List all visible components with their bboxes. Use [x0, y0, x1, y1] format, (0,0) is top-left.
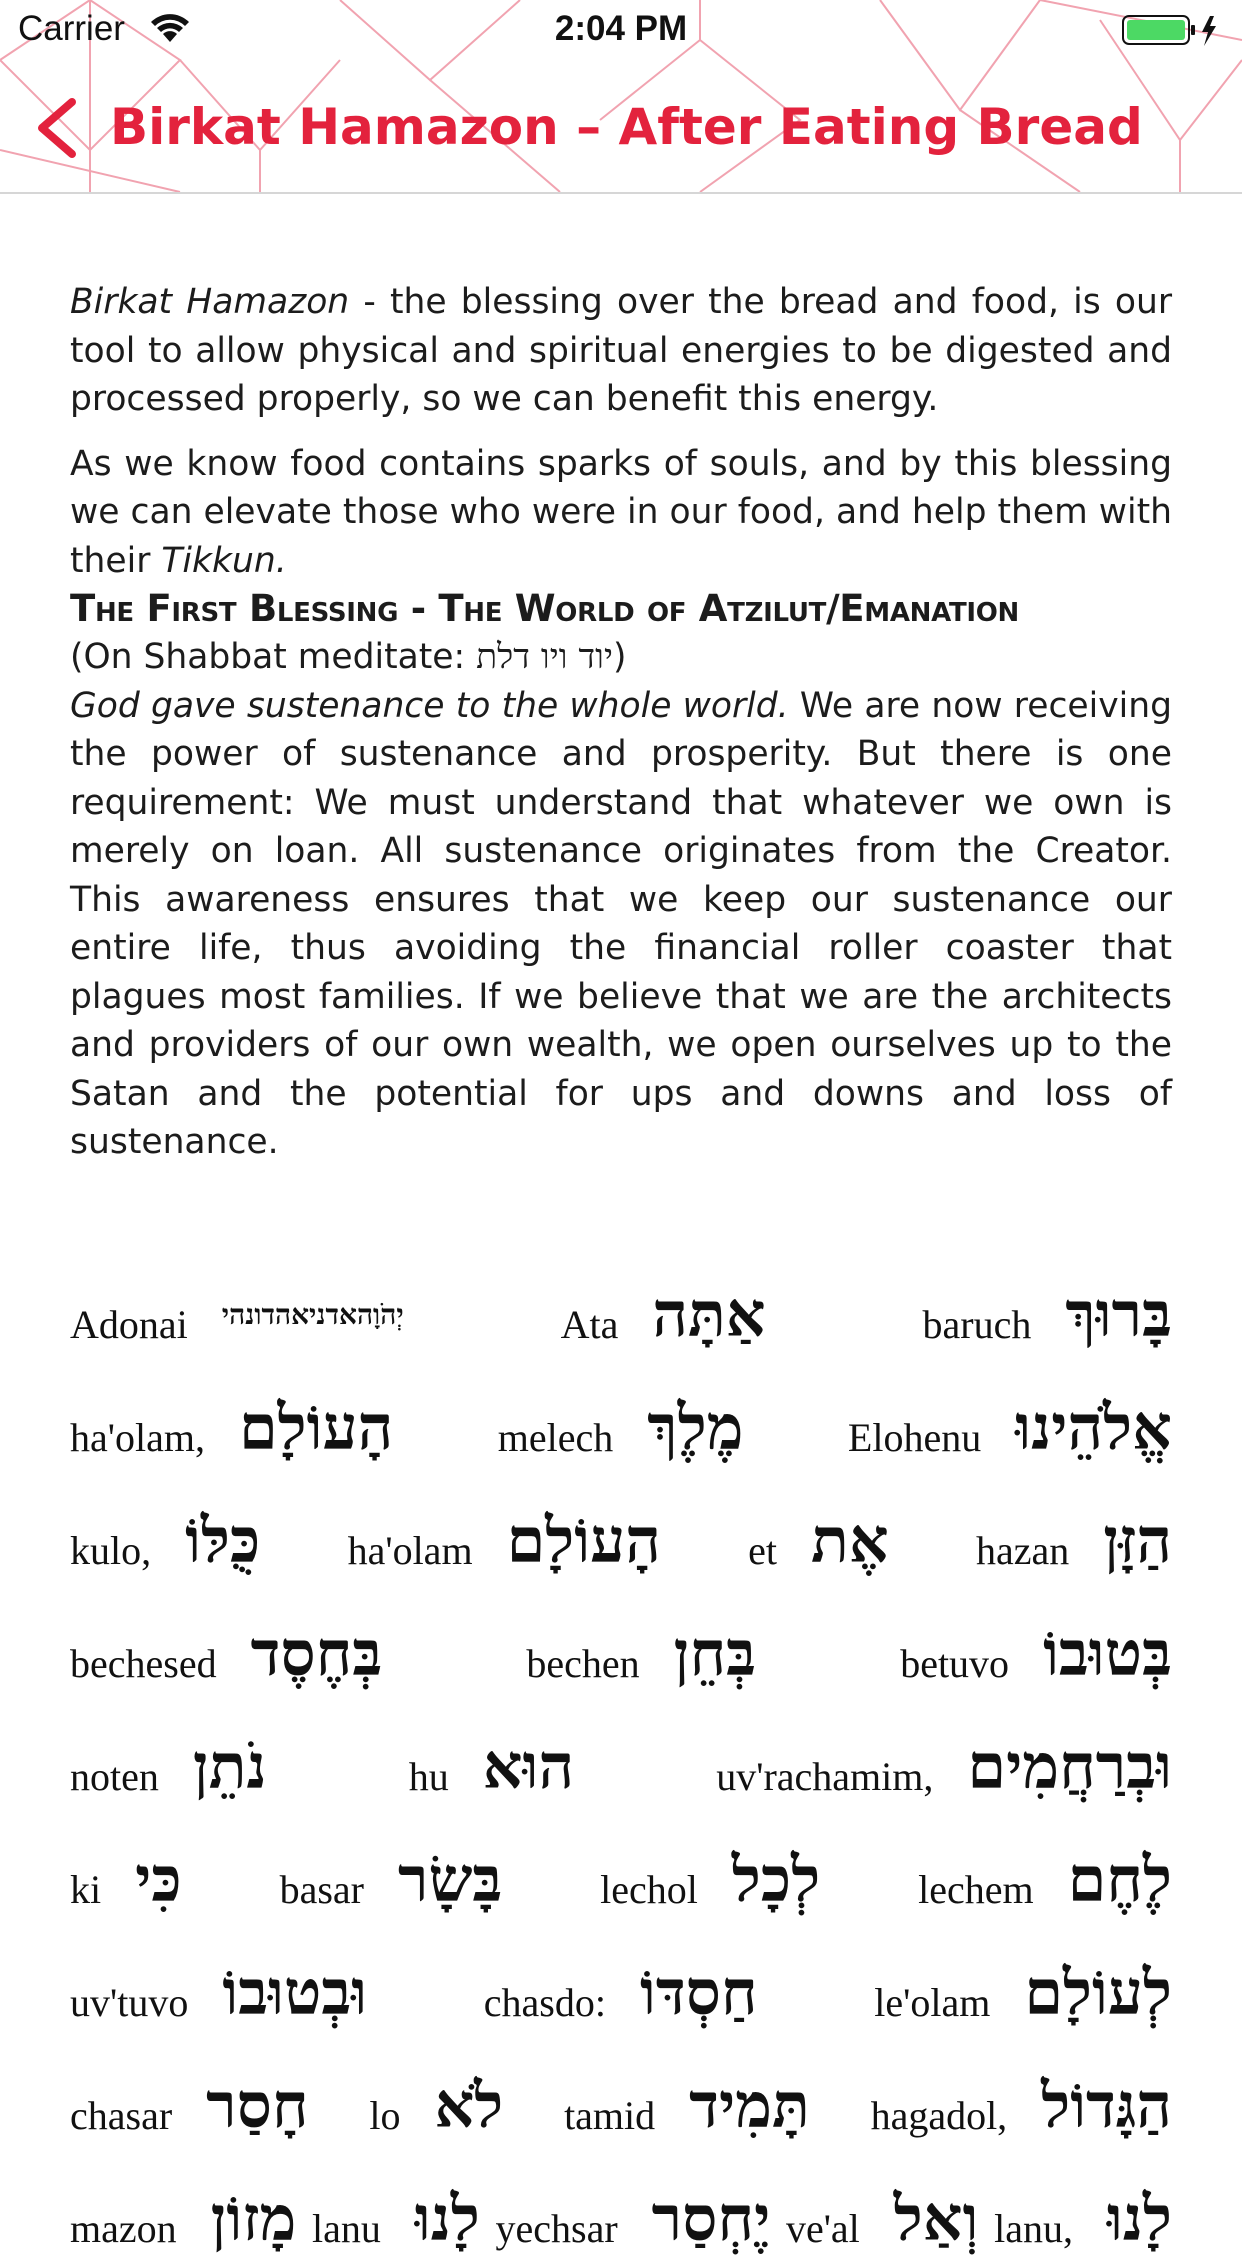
carrier-label: Carrier	[18, 9, 125, 48]
prayer-line	[70, 2144, 1172, 2257]
prayer-line	[70, 1466, 1172, 1579]
hebrew-word: נֹתֵן	[192, 1730, 267, 1803]
shabbat-meditation	[70, 633, 1172, 682]
transliteration: chasar	[70, 2093, 173, 2138]
prayer-line	[70, 1805, 1172, 1918]
prayer-line	[70, 1579, 1172, 1692]
hebrew-word: הָעוֹלָם	[238, 1391, 394, 1464]
transliteration: lanu	[311, 2206, 381, 2251]
transliteration: Adonai	[70, 1302, 188, 1347]
hebrew-word: אַתָּה	[652, 1278, 766, 1351]
prayer-word	[564, 2068, 810, 2144]
prayer-word	[918, 1842, 1172, 1918]
prayer-word	[848, 1390, 1172, 1466]
prayer-word	[348, 1503, 661, 1579]
hebrew-word: הַגָּדוֹל	[1041, 2069, 1172, 2142]
transliteration: basar	[279, 1867, 365, 1912]
prayer-word	[526, 1616, 756, 1692]
prayer-word	[280, 1842, 503, 1918]
transliteration: melech	[497, 1415, 614, 1460]
prayer-word	[976, 1503, 1172, 1579]
transliteration: lechol	[600, 1867, 698, 1912]
transliteration: le'olam	[874, 1980, 991, 2025]
transliteration: ki	[70, 1867, 102, 1912]
prayer-word	[70, 1729, 267, 1805]
hebrew-word: כִּי	[135, 1843, 182, 1916]
transliteration: noten	[70, 1754, 159, 1799]
prayer-word	[312, 2181, 480, 2257]
intro-content	[70, 278, 1172, 1167]
transliteration: mazon	[70, 2206, 177, 2251]
hebrew-word: לָנוּ	[1106, 2182, 1172, 2255]
transliteration: bechesed	[70, 1641, 217, 1686]
prayer-word	[70, 1955, 367, 2031]
transliteration: ve'al	[785, 2206, 860, 2251]
prayer-word	[900, 1616, 1172, 1692]
prayer-word	[409, 1729, 574, 1805]
intro-paragraph-1-text: - the blessing over the bread and food, is our tool to allow physical and spiritual energies to be digested and processed properly, so we can benefit this energy.	[70, 282, 1172, 419]
transliteration: kulo,	[70, 1528, 152, 1573]
transliteration: et	[748, 1528, 778, 1573]
hebrew-word: אֶת	[811, 1504, 889, 1577]
section-body	[70, 682, 1172, 1167]
hebrew-word: בְּחֶסֶד	[250, 1617, 383, 1690]
prayer-word	[70, 1390, 393, 1466]
intro-term-birkat-hamazon: Birkat Hamazon	[70, 282, 350, 322]
hebrew-word: בְּטוּבוֹ	[1043, 1617, 1172, 1690]
transliteration: chasdo:	[483, 1980, 606, 2025]
prayer-word	[70, 1503, 260, 1579]
prayer-word	[369, 2068, 503, 2144]
prayer-word	[923, 1277, 1172, 1353]
intro-paragraph-2	[70, 440, 1172, 586]
transliteration: lechem	[918, 1867, 1034, 1912]
transliteration: bechen	[526, 1641, 640, 1686]
page-title: Birkat Hamazon – After Eating Bread	[110, 98, 1143, 156]
transliteration: lanu,	[994, 2206, 1073, 2251]
section-body-emphasis: God gave sustenance to the whole world.	[70, 685, 789, 726]
section-heading: The First Blessing - The World of Atzilut/Emanation	[70, 587, 1020, 630]
transliteration: hazan	[975, 1528, 1070, 1573]
hebrew-word: אֱלֹהֵינוּ	[1015, 1391, 1172, 1464]
intro-paragraph-2-text: As we know food contains sparks of souls, and by this blessing we can elevate those who were in our food, and help them with their	[70, 443, 1172, 581]
transliteration: hu	[408, 1754, 449, 1799]
meditation-prefix: (On Shabbat meditate:	[70, 637, 477, 677]
transliteration: Elohenu	[847, 1415, 982, 1460]
hebrew-word: הַזָּן	[1103, 1504, 1172, 1577]
prayer-line	[70, 1692, 1172, 1805]
transliteration: betuvo	[900, 1641, 1010, 1686]
navigation-header	[0, 0, 1242, 194]
hebrew-word: הוּא	[482, 1730, 575, 1803]
transliteration: lo	[369, 2093, 401, 2138]
hebrew-word: לָנוּ	[414, 2182, 480, 2255]
meditation-suffix: )	[613, 637, 627, 677]
hebrew-word: בְּחֵן	[673, 1617, 757, 1690]
status-time: 2:04 PM	[554, 9, 688, 48]
hebrew-word: לֹא	[434, 2069, 504, 2142]
section-body-text: We are now receiving the power of sustenance and prosperity. But there is one requirement: We must understand that whatever we own is merely on loan. All sustenance originates from the Creator. This awareness ensures that we keep our sustenance our entire life, thus avoiding the financial roller coaster that plagues most families. If we believe that we are the architects and providers of our own wealth, we open ourselves up to the Satan and the potential for ups and downs and loss of sustenance.	[70, 685, 1172, 1162]
prayer-word	[600, 1842, 820, 1918]
prayer-word	[748, 1503, 889, 1579]
hebrew-word: וּבְרַחֲמִים	[967, 1730, 1172, 1803]
prayer-word	[871, 2068, 1172, 2144]
prayer-line	[70, 1918, 1172, 2031]
transliteration: ha'olam,	[70, 1415, 205, 1460]
transliteration: yechsar	[495, 2206, 618, 2251]
hebrew-word: בָּרוּךְ	[1065, 1278, 1172, 1351]
hebrew-word: בָּשָׂר	[398, 1843, 503, 1916]
transliteration: uv'tuvo	[70, 1980, 189, 2025]
hebrew-word: חָסַר	[206, 2069, 309, 2142]
prayer-word	[70, 2181, 296, 2257]
intro-term-tikkun: Tikkun.	[161, 540, 287, 581]
prayer-word	[70, 1616, 382, 1692]
back-button[interactable]	[28, 96, 88, 160]
hebrew-word: חַסְדּוֹ	[639, 1956, 758, 2029]
hebrew-word: הָעוֹלָם	[506, 1504, 661, 1577]
intro-paragraph-1	[70, 278, 1172, 424]
transliteration: tamid	[564, 2093, 656, 2138]
meditation-hebrew: יוד ויו דלת	[476, 637, 613, 677]
prayer-word	[498, 1390, 744, 1466]
prayer-word	[70, 1842, 182, 1918]
hebrew-word: מֶלֶךְ	[647, 1391, 744, 1464]
battery-icon	[1122, 14, 1222, 48]
hebrew-word: לְכָל	[731, 1843, 821, 1916]
hebrew-word: תָּמִיד	[689, 2069, 810, 2142]
prayer-line	[70, 2031, 1172, 2144]
nav-bar	[0, 60, 1242, 192]
hebrew-word: יֶחְסַר	[651, 2182, 771, 2255]
status-bar	[0, 0, 1242, 60]
prayer-word	[70, 1277, 404, 1353]
hebrew-word: לְעוֹלָם	[1024, 1956, 1172, 2029]
transliteration: uv'rachamim,	[716, 1754, 934, 1799]
transliteration: ha'olam	[347, 1528, 473, 1573]
prayer-word	[874, 1955, 1172, 2031]
prayer-line	[70, 1353, 1172, 1466]
prayer-line	[70, 1240, 1172, 1353]
prayer-text	[70, 1240, 1172, 2257]
transliteration: hagadol,	[870, 2093, 1008, 2138]
prayer-word	[484, 1955, 758, 2031]
hebrew-word: כֻּלּוֹ	[185, 1504, 261, 1577]
transliteration: Ata	[560, 1302, 619, 1347]
transliteration: baruch	[922, 1302, 1032, 1347]
prayer-word	[716, 1729, 1172, 1805]
hebrew-word: מָזוֹן	[210, 2182, 297, 2255]
prayer-word	[786, 2181, 979, 2257]
hebrew-word: יְהֹוָהאדניאהדונהי	[221, 1298, 404, 1331]
hebrew-word: וּבְטוּבוֹ	[222, 1956, 368, 2029]
hebrew-word: לֶחֶם	[1067, 1843, 1172, 1916]
chevron-left-icon	[28, 96, 88, 160]
prayer-word	[70, 2068, 309, 2144]
prayer-word	[561, 1277, 766, 1353]
prayer-word	[496, 2181, 771, 2257]
hebrew-word: וְאַל	[893, 2182, 979, 2255]
prayer-word	[994, 2181, 1172, 2257]
